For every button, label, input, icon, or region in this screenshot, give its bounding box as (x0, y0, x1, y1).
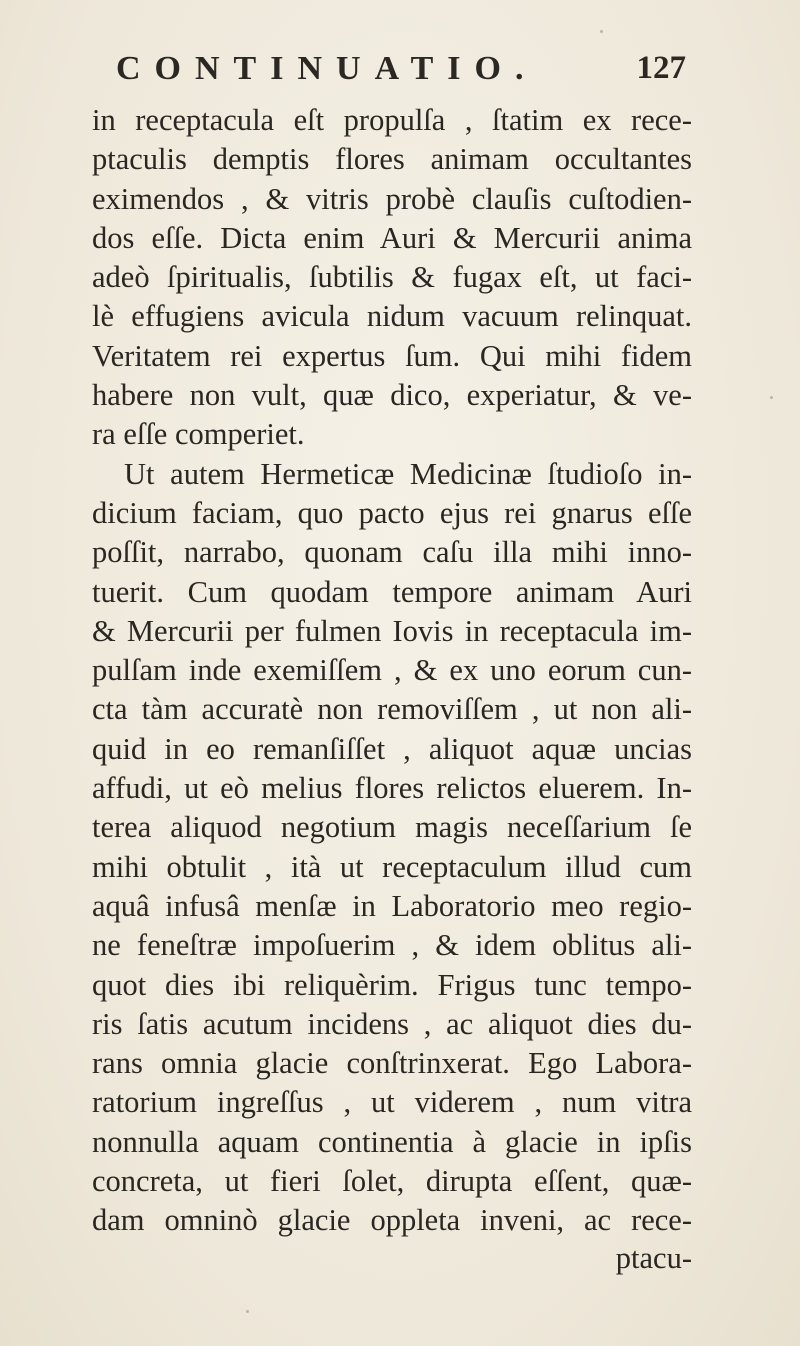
text-line: eximendos , & vitris probè clauſis cuſtodien- (92, 181, 692, 216)
text-line: dam omninò glacie oppleta inveni, ac rece- (92, 1203, 692, 1238)
text-line: nonnulla aquam continentia à glacie in ipſis (92, 1124, 692, 1159)
paper-speck (770, 396, 773, 399)
text-line: aquâ infusâ menſæ in Laboratorio meo regio- (92, 888, 692, 923)
text-line: quot dies ibi reliquèrim. Frigus tunc tempo- (92, 967, 692, 1002)
text-line: cta tàm accuratè non removiſſem , ut non ali- (92, 692, 692, 727)
text-line: habere non vult, quæ dico, experiatur, & ve- (92, 378, 692, 413)
text-line: dicium faciam, quo pacto ejus rei gnarus eſſe (92, 495, 692, 530)
text-line: mihi obtulit , ità ut receptaculum illud cum (92, 849, 692, 884)
text-line: concreta, ut fieri ſolet, dirupta eſſent, quæ- (92, 1164, 692, 1199)
text-line: quid in eo remanſiſſet , aliquot aquæ uncias (92, 731, 692, 766)
text-line: ne feneſtræ impoſuerim , & idem oblitus ali- (92, 928, 692, 963)
paper-speck (600, 30, 603, 33)
text-line: & Mercurii per fulmen Iovis in receptacula im- (92, 613, 692, 648)
text-line: affudi, ut eò melius flores relictos eluerem. In- (92, 771, 692, 806)
paper-speck (246, 1310, 249, 1313)
text-line: poſſit, narrabo, quonam caſu illa mihi inno- (92, 535, 692, 570)
text-line: ptaculis demptis flores animam occultantes (92, 142, 692, 177)
text-line: rans omnia glacie conſtrinxerat. Ego Labora- (92, 1046, 692, 1081)
text-line: ris ſatis acutum incidens , ac aliquot dies du- (92, 1006, 692, 1041)
text-line: pulſam inde exemiſſem , & ex uno eorum cun- (92, 653, 692, 688)
catchword: ptacu- (615, 1241, 692, 1275)
text-line: lè effugiens avicula nidum vacuum relinquat. (92, 299, 692, 334)
text-line: in receptacula eſt propulſa , ſtatim ex rece- (92, 103, 692, 137)
text-line: Ut autem Hermeticæ Medicinæ ſtudioſo in- (124, 456, 692, 491)
page-number: 127 (636, 50, 686, 86)
running-title: CONTINUATIO. (116, 50, 538, 87)
text-line: ratorium ingreſſus , ut viderem , num vitra (92, 1085, 692, 1120)
text-line: dos eſſe. Dicta enim Auri & Mercurii anima (92, 220, 692, 255)
page-header (116, 50, 686, 94)
body-text (92, 101, 692, 1241)
text-line: ra eſſe comperiet. (92, 417, 305, 452)
text-line: tuerit. Cum quodam tempore animam Auri (92, 574, 692, 609)
text-line: Veritatem rei expertus ſum. Qui mihi fidem (92, 338, 692, 373)
text-line: terea aliquod negotium magis neceſſarium ſe (92, 810, 692, 845)
text-line: adeò ſpiritualis, ſubtilis & fugax eſt, ut faci- (92, 260, 692, 295)
